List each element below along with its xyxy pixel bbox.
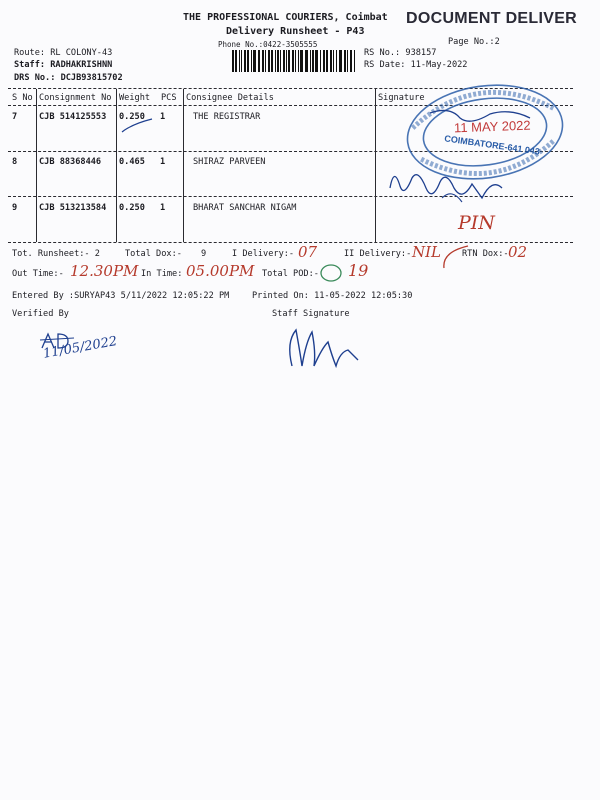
total-runsheet: Tot. Runsheet:- 2: [12, 249, 100, 259]
in-time-label: In Time:: [141, 269, 183, 279]
table-row-weight: 0.250: [119, 203, 145, 213]
column-divider: [375, 89, 376, 242]
verified-by-label: Verified By: [12, 309, 69, 319]
table-row-consignee: THE REGISTRAR: [193, 112, 261, 122]
i-delivery-label: I Delivery:-: [232, 249, 295, 259]
table-row-consignment: CJB 514125553: [39, 112, 107, 122]
total-dox-value: 9: [201, 249, 207, 259]
total-pod-value: 19: [348, 261, 369, 280]
i-delivery-value: 07: [298, 243, 318, 261]
rs-date: RS Date: 11-May-2022: [364, 60, 468, 70]
page-number: Page No.:2: [448, 37, 500, 47]
ii-delivery-value: NIL: [412, 243, 442, 261]
in-time-value: 05.00PM: [186, 262, 255, 280]
ii-delivery-label: II Delivery:-: [344, 249, 412, 259]
stamp-date: 11 MAY 2022: [453, 117, 531, 136]
verified-date: 11/05/2022: [42, 333, 119, 362]
document-delivery-stamp-title: DOCUMENT DELIVER: [406, 10, 578, 27]
staff-signature-label: Staff Signature: [272, 309, 350, 319]
pin-handwritten: PIN: [458, 212, 495, 234]
table-row-consignment: CJB 88368446: [39, 157, 102, 167]
column-divider: [183, 89, 184, 242]
table-row-consignment: CJB 513213584: [39, 203, 107, 213]
stamp-city: COIMBATORE-641 043: [443, 133, 541, 157]
col-header-signature: Signature: [378, 93, 425, 103]
circle-mark: [318, 262, 344, 284]
table-row-sno: 8: [12, 157, 18, 167]
table-row-sno: 9: [12, 203, 18, 213]
total-dox-label: Total Dox:-: [125, 249, 182, 259]
printed-on: Printed On: 11-05-2022 12:05:30: [252, 291, 413, 301]
table-row-sno: 7: [12, 112, 18, 122]
table-row-weight: 0.250: [119, 112, 145, 122]
pen-tick-mark: [118, 116, 158, 136]
staff-signature-scrawl: [282, 322, 362, 372]
table-row-pcs: 1: [160, 112, 166, 122]
table-row-pcs: 1: [160, 157, 166, 167]
drs-number: DRS No.: DCJB93815702: [14, 73, 123, 83]
col-header-consignee: Consignee Details: [186, 93, 274, 103]
col-header-consignment: Consignment No: [39, 93, 112, 103]
table-bottom-rule: [8, 242, 573, 243]
entered-by: Entered By :SURYAP43 5/11/2022 12:05:22 PM: [12, 291, 230, 301]
rtn-dox-value: 02: [508, 243, 528, 261]
col-header-weight: Weight: [119, 93, 151, 103]
runsheet-title: Delivery Runsheet - P43: [226, 26, 365, 37]
barcode: [232, 50, 358, 72]
column-divider: [36, 89, 37, 242]
rtn-dox-label: RTN Dox:-: [462, 249, 509, 259]
phone-number: Phone No.:0422-3505555: [218, 40, 318, 49]
out-time-label: Out Time:-: [12, 269, 64, 279]
out-time-value: 12.30PM: [70, 262, 139, 280]
handwritten-bracket: [436, 242, 476, 272]
rs-number: RS No.: 938157: [364, 48, 437, 58]
staff-name: Staff: RADHAKRISHNN: [14, 60, 113, 70]
company-name: THE PROFESSIONAL COURIERS, Coimbat: [183, 12, 388, 23]
col-header-sno: S No: [12, 93, 33, 103]
table-row-consignee: BHARAT SANCHAR NIGAM: [193, 203, 297, 213]
column-divider: [116, 89, 117, 242]
recipient-signature: [382, 158, 512, 208]
route: Route: RL COLONY-43: [14, 48, 113, 58]
table-row-weight: 0.465: [119, 157, 145, 167]
table-row-pcs: 1: [160, 203, 166, 213]
col-header-pcs: PCS: [161, 93, 177, 103]
total-pod-label: Total POD:-: [262, 269, 319, 279]
table-row-consignee: SHIRAZ PARVEEN: [193, 157, 266, 167]
